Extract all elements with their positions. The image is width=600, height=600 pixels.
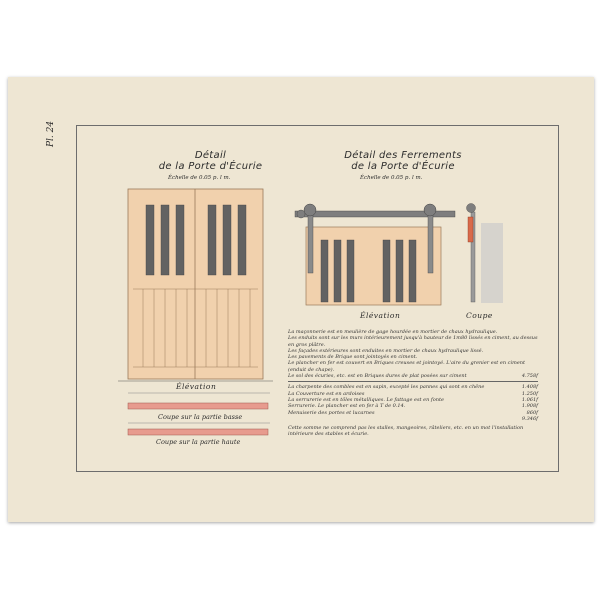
- left-title-1: Détail: [194, 150, 227, 161]
- separator-1: [288, 381, 538, 382]
- right-section-caption: Coupe: [466, 311, 493, 320]
- cost-row-3: La serrurerie est en tôles métalliques. Le fattage est en fonte 1.061f: [288, 396, 538, 403]
- cost-row-2: La Couverture est en ardoises 1.250f: [288, 390, 538, 397]
- right-title-2: de la Porte d'Écurie: [351, 161, 455, 172]
- left-title-2: de la Porte d'Écurie: [158, 161, 263, 172]
- left-elevation-caption: Élévation: [176, 382, 217, 391]
- cost-row-5: Menuiserie des portes et lucarnes 860f: [288, 409, 538, 416]
- cost-row-1: La charpente des combles est en sapin, excepté les pannes qui sont en chêne 1.408f: [288, 384, 538, 391]
- plate-sheet: [8, 77, 594, 522]
- right-title-1: Détail des Ferrements: [344, 150, 462, 161]
- note-4: Les pavements de Brique sont jointoyés en ciment.: [288, 354, 418, 361]
- note-3: Les façades extérieures sont enduites en mortier de chaux hydraulique lissé.: [288, 347, 484, 354]
- note-footer: Cette somme ne comprend pas les stalles, mangeoires, râteliers, etc. en un mot l'installation intérieure des stables et écurie.: [288, 425, 524, 438]
- note-5: Le plancher en fer est couvert en Briques creuses et jointoyé. L'aire du grenier est en ciment (enduit de chape).: [288, 360, 526, 373]
- ironwork-elevation: [8, 77, 594, 522]
- right-scale: Échelle de 0.05 p. l m.: [360, 175, 423, 181]
- cost-row-4: Serrurerie. Le plancher est en fer à T de 0.14. 1.908f: [288, 403, 538, 410]
- right-elevation-caption: Élévation: [360, 311, 401, 320]
- construction-notes: [288, 329, 538, 438]
- left-caption-high: Coupe sur la partie haute: [156, 438, 241, 446]
- note-1: La maçonnerie est en meulière de gage hourdée en mortier de chaux hydraulique.: [288, 329, 498, 335]
- note-total-1: Le sol des écuries, etc. est en Briques dures de plat posées sur ciment 4.758f: [288, 373, 538, 380]
- left-scale: Échelle de 0.05 p. l m.: [168, 175, 231, 181]
- left-caption-low: Coupe sur la partie basse: [158, 413, 243, 421]
- note-2: Les enduits sont sur les murs intérieurement jusqu'à hauteur de 1m80 lissés en ciment, au dessus en gros plâtre.: [288, 335, 538, 348]
- plate-number: Pl. 24: [46, 120, 56, 147]
- grand-total: 9.346f: [521, 415, 538, 422]
